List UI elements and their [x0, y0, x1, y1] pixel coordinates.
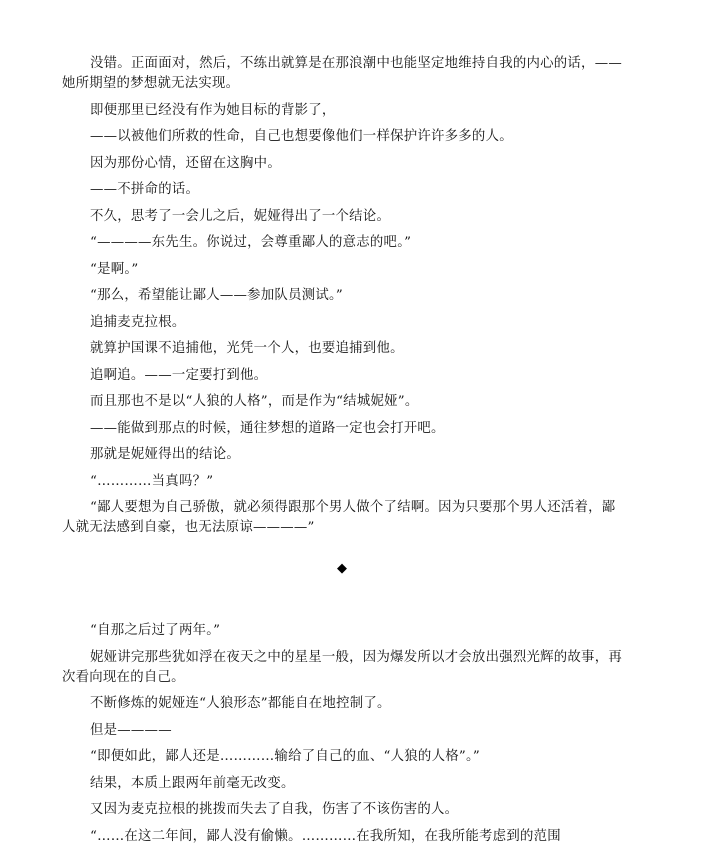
paragraph: “鄙人要想为自己骄傲，就必须得跟那个男人做个了结啊。因为只要那个男人还活着，鄙人就无法感到自豪，也无法原谅————”	[62, 500, 616, 535]
section-2	[62, 621, 622, 847]
paragraph: 追啊追。——一定要打到他。	[90, 367, 268, 383]
paragraph: 那就是妮娅得出的结论。	[90, 447, 241, 462]
paragraph: 没错。正面面对，然后，不练出就算是在那浪潮中也能坚定地维持自我的内心的话，——她所期望的梦想就无法实现。	[62, 56, 622, 91]
paragraph: ——能做到那点的时候，通往梦想的道路一定也会打开吧。	[90, 420, 445, 436]
paragraph: “————东先生。你说过，会尊重鄙人的意志的吧。”	[90, 235, 412, 250]
page-body	[62, 54, 622, 853]
paragraph: ——不拼命的话。	[90, 182, 200, 197]
section-divider-diamond-icon: ◆	[337, 561, 347, 576]
paragraph: “是啊。”	[90, 261, 139, 277]
paragraph: “那么，希望能让鄙人——参加队员测试。”	[90, 288, 344, 303]
paragraph: 不断修炼的妮娅连“人狼形态”都能自在地控制了。	[90, 696, 391, 711]
section-1	[62, 54, 622, 538]
paragraph: “…………当真吗？”	[90, 473, 214, 489]
paragraph: 因为那份心情，还留在这胸中。	[90, 155, 281, 171]
paragraph: 而且那也不是以“人狼的人格”，而是作为“结城妮娅”。	[90, 394, 419, 409]
paragraph: 结果，本质上跟两年前毫无改变。	[90, 775, 295, 791]
paragraph: 又因为麦克拉根的挑拨而失去了自我，伤害了不该伤害的人。	[90, 802, 459, 817]
paragraph: 即便那里已经没有作为她目标的背影了，	[90, 102, 336, 118]
paragraph: 不久，思考了一会儿之后，妮娅得出了一个结论。	[90, 208, 391, 224]
paragraph: 妮娅讲完那些犹如浮在夜天之中的星星一般，因为爆发所以才会放出强烈光辉的故事，再次看向现在的自己。	[62, 649, 622, 685]
paragraph: “……在这二年间，鄙人没有偷懒。…………在我所知，在我所能考虑到的范围	[90, 828, 561, 844]
paragraph: 就算护国课不追捕他，光凭一个人，也要追捕到他。	[90, 341, 404, 356]
paragraph: 但是————	[90, 722, 172, 738]
paragraph: 追捕麦克拉根。	[90, 314, 186, 330]
paragraph: “即便如此，鄙人还是…………输给了自己的血、“人狼的人格”。”	[90, 749, 480, 764]
paragraph: ——以被他们所救的性命，自己也想要像他们一样保护许许多多的人。	[90, 129, 513, 144]
paragraph: “自那之后过了两年。”	[90, 623, 221, 638]
